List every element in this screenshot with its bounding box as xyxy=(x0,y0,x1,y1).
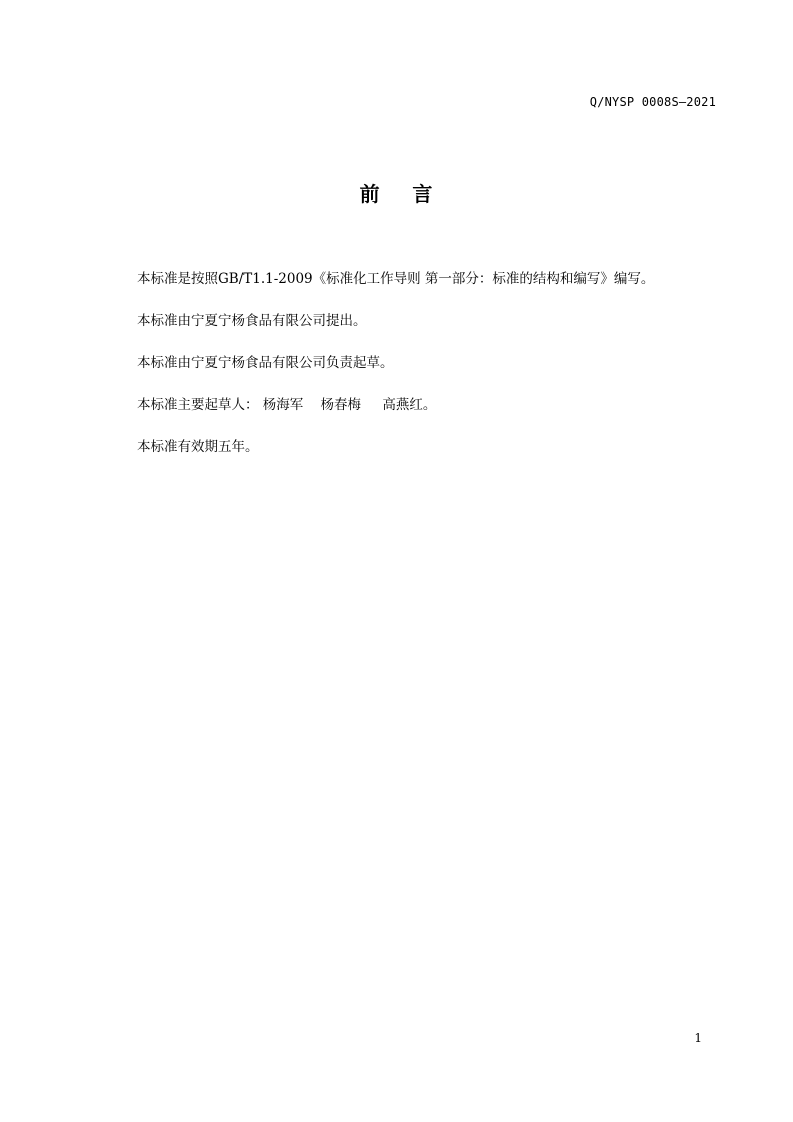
page-number: 1 xyxy=(694,1031,702,1045)
page-title: 前 言 xyxy=(359,182,434,206)
paragraph-validity: 本标准有效期五年。 xyxy=(137,439,259,455)
paragraph-proposer: 本标准由宁夏宁杨食品有限公司提出。 xyxy=(137,313,367,329)
standard-code: Q/NYSP 0008S—2021 xyxy=(589,95,716,109)
foreword-body xyxy=(137,258,697,468)
paragraph-drafting-basis: 本标准是按照GB/T1.1-2009《标准化工作导则 第一部分：标准的结构和编写》编写。 xyxy=(137,271,655,287)
paragraph-drafting-unit: 本标准由宁夏宁杨食品有限公司负责起草。 xyxy=(137,355,394,371)
paragraph-drafters: 本标准主要起草人： 杨海军 杨春梅 高燕红。 xyxy=(137,397,437,413)
